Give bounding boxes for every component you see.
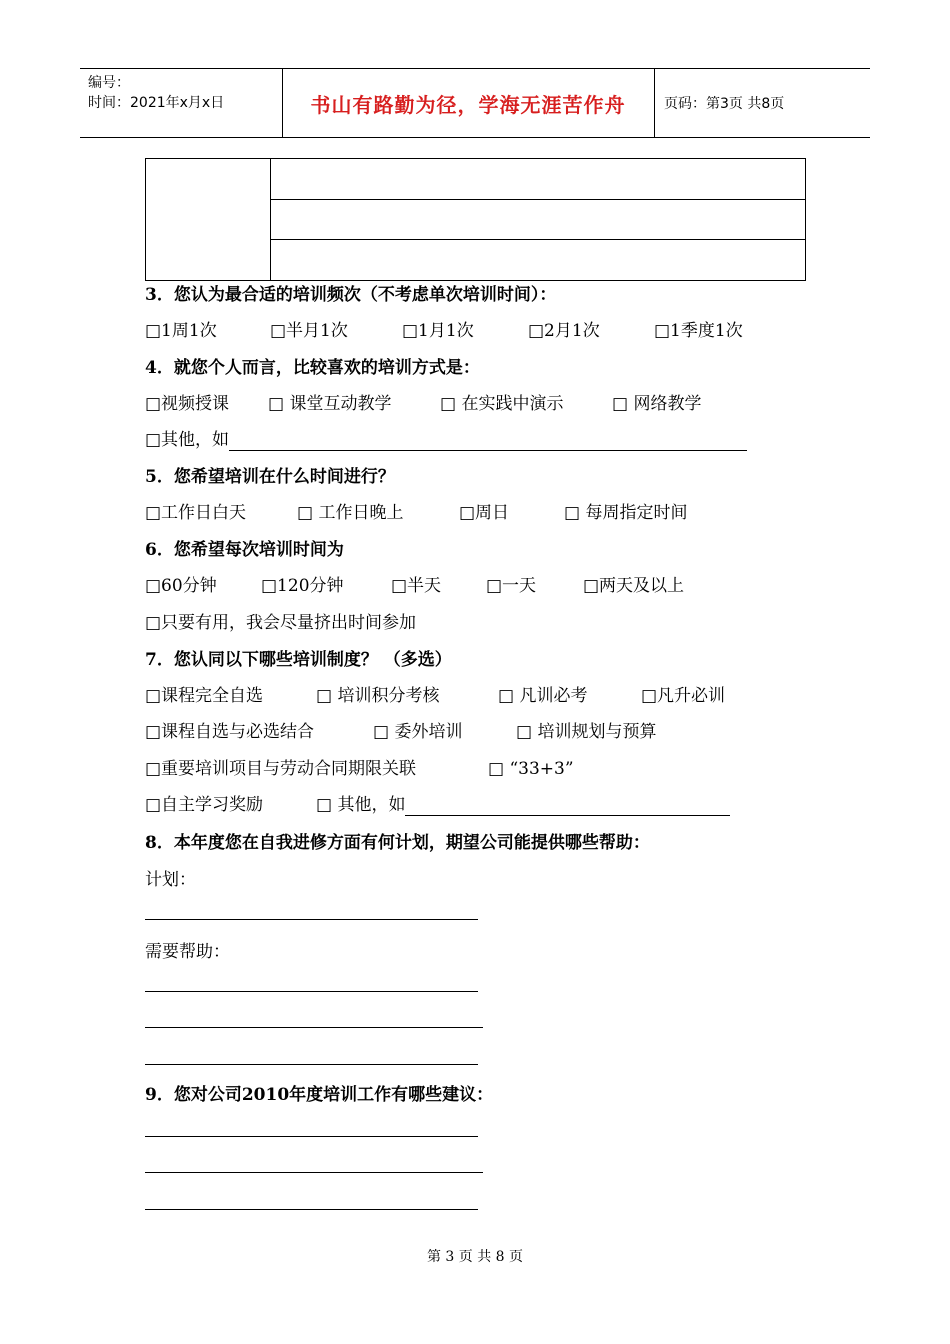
checkbox-option[interactable]: □半天	[391, 576, 442, 596]
other-option[interactable]	[316, 794, 730, 816]
answer-line[interactable]	[145, 1064, 478, 1065]
table-row-line	[270, 239, 805, 240]
checkbox-option[interactable]: □凡升必训	[641, 686, 726, 706]
table-row-line	[270, 199, 805, 200]
checkbox-option[interactable]: □ 委外培训	[373, 722, 463, 742]
other-input-line[interactable]	[405, 797, 730, 816]
checkbox-option[interactable]: □120分钟	[261, 576, 344, 596]
page-header	[80, 68, 870, 138]
checkbox-option[interactable]: □ 课堂互动教学	[268, 394, 392, 414]
question-9: 9．您对公司2010年度培训工作有哪些建议：	[145, 1085, 494, 1105]
checkbox-option[interactable]: □周日	[459, 503, 510, 523]
answer-line[interactable]	[145, 1136, 478, 1137]
plan-label: 计划：	[145, 870, 196, 890]
number-label: 编号：	[88, 75, 130, 91]
other-input-line[interactable]	[229, 432, 747, 451]
header-meta	[88, 73, 224, 113]
question-8: 8．本年度您在自我进修方面有何计划，期望公司能提供哪些帮助：	[145, 833, 650, 853]
question-4: 4．就您个人而言，比较喜欢的培训方式是：	[145, 358, 480, 378]
question-5: 5．您希望培训在什么时间进行？	[145, 467, 395, 487]
checkbox-option[interactable]: □ 培训规划与预算	[516, 722, 657, 742]
answer-table	[145, 158, 806, 281]
checkbox-option[interactable]: □1周1次	[145, 321, 217, 341]
other-label: □ 其他，如	[316, 795, 406, 815]
answer-line[interactable]	[145, 919, 478, 920]
checkbox-option[interactable]: □重要培训项目与劳动合同期限关联	[145, 759, 417, 779]
checkbox-option[interactable]: □ 网络教学	[612, 394, 702, 414]
checkbox-option[interactable]: □60分钟	[145, 576, 217, 596]
answer-line[interactable]	[145, 991, 478, 992]
checkbox-option[interactable]: □ 工作日晚上	[297, 503, 404, 523]
other-label: □其他，如	[145, 430, 230, 450]
header-divider	[654, 69, 655, 137]
checkbox-option[interactable]: □工作日白天	[145, 503, 247, 523]
time-label: 时间：2021年x月x日	[88, 95, 225, 111]
checkbox-option[interactable]: □自主学习奖励	[145, 795, 264, 815]
checkbox-option[interactable]: □ 在实践中演示	[440, 394, 564, 414]
table-divider	[270, 159, 271, 280]
header-page-info: 页码：第3页 共8页	[664, 96, 785, 112]
checkbox-option[interactable]: □1季度1次	[654, 321, 743, 341]
checkbox-option[interactable]: □一天	[486, 576, 537, 596]
checkbox-option[interactable]: □半月1次	[270, 321, 348, 341]
checkbox-option[interactable]: □只要有用，我会尽量挤出时间参加	[145, 613, 417, 633]
header-motto: 书山有路勤为径，学海无涯苦作舟	[310, 92, 626, 117]
help-label: 需要帮助：	[145, 942, 230, 962]
question-3: 3．您认为最合适的培训频次（不考虑单次培训时间）：	[145, 285, 557, 305]
other-option[interactable]	[145, 429, 747, 451]
question-7: 7．您认同以下哪些培训制度？ （多选）	[145, 650, 452, 670]
checkbox-option[interactable]: □1月1次	[402, 321, 474, 341]
question-6: 6．您希望每次培训时间为	[145, 540, 344, 560]
checkbox-option[interactable]: □ 每周指定时间	[564, 503, 688, 523]
checkbox-option[interactable]: □视频授课	[145, 394, 230, 414]
checkbox-option[interactable]: □课程自选与必选结合	[145, 722, 315, 742]
answer-line[interactable]	[145, 1209, 478, 1210]
checkbox-option[interactable]: □ 凡训必考	[498, 686, 588, 706]
checkbox-option[interactable]: □ “33+3”	[488, 759, 574, 779]
checkbox-option[interactable]: □两天及以上	[583, 576, 685, 596]
checkbox-option[interactable]: □ 培训积分考核	[316, 686, 440, 706]
answer-line[interactable]	[145, 1172, 483, 1173]
page-footer: 第 3 页 共 8 页	[426, 1249, 524, 1265]
checkbox-option[interactable]: □2月1次	[528, 321, 600, 341]
answer-line[interactable]	[145, 1027, 483, 1028]
checkbox-option[interactable]: □课程完全自选	[145, 686, 264, 706]
